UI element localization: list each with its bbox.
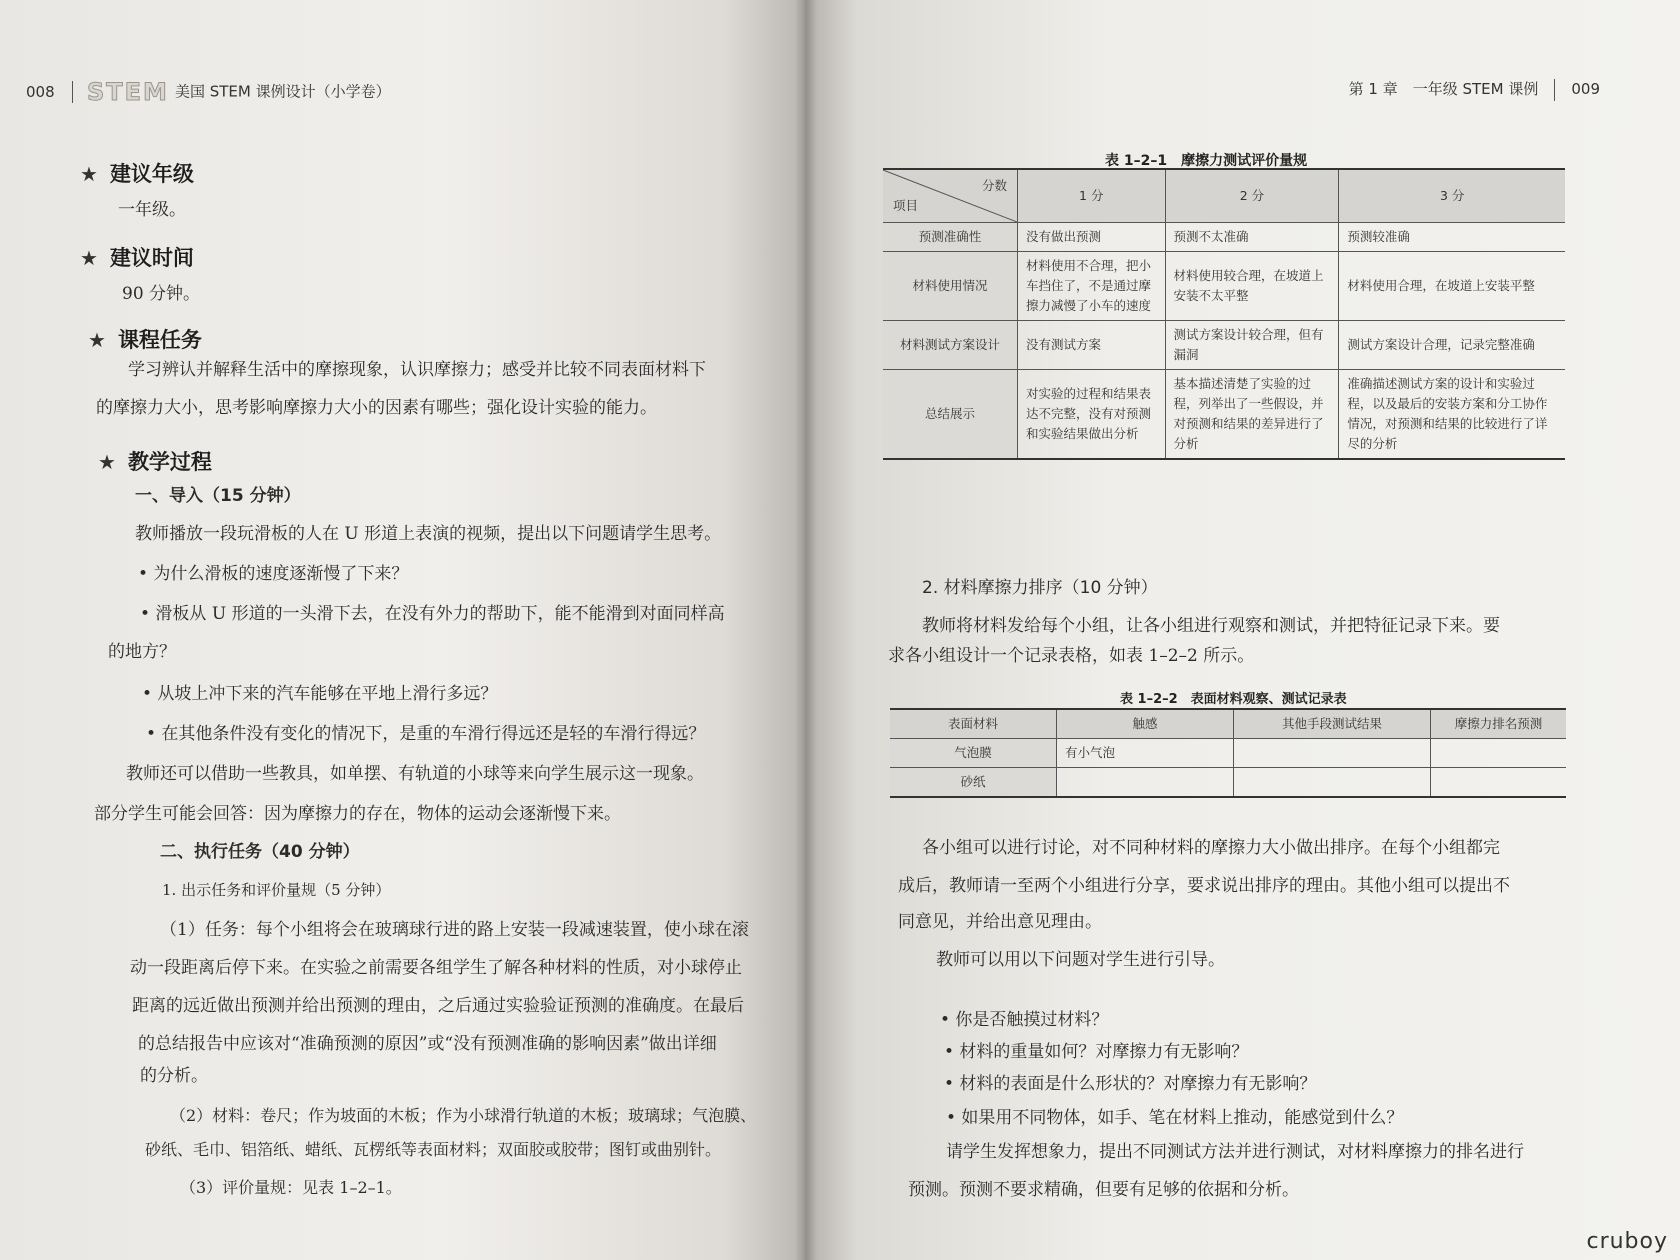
column-header: 其他手段测试结果 <box>1234 709 1431 739</box>
table-cell <box>1057 768 1234 798</box>
paragraph-line: 同意见，并给出意见理由。 <box>898 912 1102 932</box>
row-label: 总结展示 <box>883 370 1018 460</box>
table-row <box>883 252 1565 321</box>
table-cell: 材料使用较合理，在坡道上安装不太平整 <box>1165 252 1339 321</box>
table-cell: 材料使用不合理，把小车挡住了，不是通过摩擦力减慢了小车的速度 <box>1018 252 1166 321</box>
header-divider <box>1554 79 1555 101</box>
star-icon: ★ <box>88 328 106 352</box>
intro-question: • 在其他条件没有变化的情况下，是重的车滑行得远还是轻的车滑行得远？ <box>146 724 706 744</box>
task-text: 距离的远近做出预测并给出预测的理由，之后通过实验验证预测的准确度。在最后 <box>132 996 744 1016</box>
time-heading: ★ 建议时间 <box>80 246 194 270</box>
paragraph-line: 求各小组设计一个记录表格，如表 1–2–2 所示。 <box>888 646 1255 666</box>
intro-question: • 滑板从 U 形道的一头滑下去，在没有外力的帮助下，能不能滑到对面同样高 <box>140 604 725 624</box>
intro-paragraph: 教师播放一段玩滑板的人在 U 形道上表演的视频，提出以下问题请学生思考。 <box>135 524 722 544</box>
table-cell <box>1431 768 1567 798</box>
left-page-header <box>26 78 391 106</box>
column-header: 表面材料 <box>890 709 1057 739</box>
rubric-text: （3）评价量规：见表 1–2–1。 <box>180 1178 402 1197</box>
book-title: 美国 STEM 课例设计（小学卷） <box>174 82 391 101</box>
paragraph-line: 教师将材料发给每个小组，让各小组进行观察和测试，并把特征记录下来。要 <box>922 616 1500 636</box>
task-text: 动一段距离后停下来。在实验之前需要各组学生了解各种材料的性质，对小球停止 <box>130 958 742 978</box>
page-number: 009 <box>1571 80 1600 98</box>
column-header: 2 分 <box>1165 169 1339 223</box>
table-row <box>890 768 1566 798</box>
time-value: 90 分钟。 <box>122 284 201 304</box>
intro-paragraph: 教师还可以借助一些教具，如单摆、有轨道的小球等来向学生展示这一现象。 <box>126 764 704 784</box>
task-text: 的总结报告中应该对“准确预测的原因”或“没有预测准确的影响因素”做出详细 <box>138 1034 717 1054</box>
star-icon: ★ <box>98 450 116 474</box>
guide-question: • 材料的表面是什么形状的？对摩擦力有无影响？ <box>944 1074 1317 1094</box>
intro-title: 一、导入（15 分钟） <box>135 486 301 506</box>
grade-heading: ★ 建议年级 <box>80 162 194 186</box>
star-icon: ★ <box>80 246 98 270</box>
table-cell: 没有做出预测 <box>1018 223 1166 252</box>
table-cell <box>1234 768 1431 798</box>
table1-caption: 表 1–2–1 摩擦力测试评价量规 <box>1105 153 1308 169</box>
paragraph-line: 预测。预测不要求精确，但要有足够的依据和分析。 <box>908 1180 1299 1200</box>
record-table <box>890 708 1566 798</box>
corner-item-label: 项目 <box>893 198 919 213</box>
process-heading: ★ 教学过程 <box>98 450 212 474</box>
task-line: 学习辨认并解释生活中的摩擦现象，认识摩擦力；感受并比较不同表面材料下 <box>128 360 706 380</box>
column-header: 摩擦力排名预测 <box>1431 709 1567 739</box>
table-cell: 基本描述清楚了实验的过程，列举出了一些假设，并对预测和结果的差异进行了分析 <box>1165 370 1339 460</box>
table-cell: 准确描述测试方案的设计和实验过程，以及最后的安装方案和分工协作情况，对预测和结果的比较进行了详尽的分析 <box>1339 370 1565 460</box>
guide-question: • 你是否触摸过材料？ <box>940 1010 1109 1030</box>
table-row <box>883 223 1565 252</box>
table-cell <box>1431 739 1567 768</box>
execute-title: 二、执行任务（40 分钟） <box>160 842 360 862</box>
chapter-title: 第 1 章 一年级 STEM 课例 <box>1348 80 1539 98</box>
column-header: 1 分 <box>1018 169 1166 223</box>
paragraph-line: 请学生发挥想象力，提出不同测试方法并进行测试，对材料摩擦力的排名进行 <box>946 1142 1524 1162</box>
paragraph-line: 成后，教师请一至两个小组进行分享，要求说出排序的理由。其他小组可以提出不 <box>898 876 1510 896</box>
stem-logo: STEM <box>87 78 169 106</box>
table-cell: 有小气泡 <box>1057 739 1234 768</box>
materials-text: 砂纸、毛巾、铝箔纸、蜡纸、瓦楞纸等表面材料；双面胶或胶带；图钉或曲别针。 <box>145 1140 722 1159</box>
table-header-row <box>883 169 1565 223</box>
table-cell: 没有测试方案 <box>1018 321 1166 370</box>
corner-score-label: 分数 <box>981 178 1007 193</box>
guide-question: • 如果用不同物体，如手、笔在材料上推动，能感觉到什么？ <box>946 1108 1404 1128</box>
star-icon: ★ <box>80 162 98 186</box>
table-cell: 预测不太准确 <box>1165 223 1339 252</box>
table-header-row <box>890 709 1566 739</box>
material-cell: 砂纸 <box>890 768 1057 798</box>
header-divider <box>72 81 73 103</box>
row-label: 材料使用情况 <box>883 252 1018 321</box>
guide-question: • 材料的重量如何？对摩擦力有无影响？ <box>944 1042 1249 1062</box>
material-cell: 气泡膜 <box>890 739 1057 768</box>
book-gutter <box>795 0 817 1260</box>
row-label: 预测准确性 <box>883 223 1018 252</box>
table-cell: 材料使用合理，在坡道上安装平整 <box>1339 252 1565 321</box>
row-label: 材料测试方案设计 <box>883 321 1018 370</box>
grade-value: 一年级。 <box>118 200 186 220</box>
task-text: 的分析。 <box>140 1066 208 1086</box>
table-cell <box>1234 739 1431 768</box>
table-cell: 测试方案设计合理，记录完整准确 <box>1339 321 1565 370</box>
table-row <box>883 321 1565 370</box>
task-line: 的摩擦力大小，思考影响摩擦力大小的因素有哪些；强化设计实验的能力。 <box>96 398 657 418</box>
table-cell: 对实验的过程和结果表达不完整，没有对预测和实验结果做出分析 <box>1018 370 1166 460</box>
paragraph-line: 教师可以用以下问题对学生进行引导。 <box>936 950 1225 970</box>
column-header: 触感 <box>1057 709 1234 739</box>
table2-caption: 表 1–2–2 表面材料观察、测试记录表 <box>1120 692 1347 707</box>
intro-question: 的地方？ <box>108 642 176 662</box>
intro-question: • 从坡上冲下来的汽车能够在平地上滑行多远？ <box>142 684 498 704</box>
task-text: （1）任务：每个小组将会在玻璃球行进的路上安装一段减速装置，使小球在滚 <box>160 920 749 940</box>
paragraph-line: 各小组可以进行讨论，对不同种材料的摩擦力大小做出排序。在每个小组都完 <box>922 838 1500 858</box>
execute-subtitle: 1. 出示任务和评价量规（5 分钟） <box>162 881 391 899</box>
table-row <box>883 370 1565 460</box>
table-cell: 测试方案设计较合理，但有漏洞 <box>1165 321 1339 370</box>
materials-text: （2）材料：卷尺；作为坡面的木板；作为小球滑行轨道的木板；玻璃球；气泡膜、 <box>170 1106 757 1125</box>
column-header: 3 分 <box>1339 169 1565 223</box>
intro-question: • 为什么滑板的速度逐渐慢了下来？ <box>138 564 409 584</box>
task-heading: ★ 课程任务 <box>88 328 202 352</box>
section-subtitle: 2. 材料摩擦力排序（10 分钟） <box>922 578 1158 598</box>
left-page <box>0 0 805 1260</box>
table-row <box>890 739 1566 768</box>
intro-paragraph: 部分学生可能会回答：因为摩擦力的存在，物体的运动会逐渐慢下来。 <box>94 804 621 824</box>
watermark-text: cruboy <box>1586 1229 1668 1254</box>
table-cell: 预测较准确 <box>1339 223 1565 252</box>
corner-header-cell <box>883 169 1018 223</box>
rubric-table <box>883 168 1565 460</box>
right-page-header <box>1349 78 1600 101</box>
page-number: 008 <box>26 82 55 101</box>
